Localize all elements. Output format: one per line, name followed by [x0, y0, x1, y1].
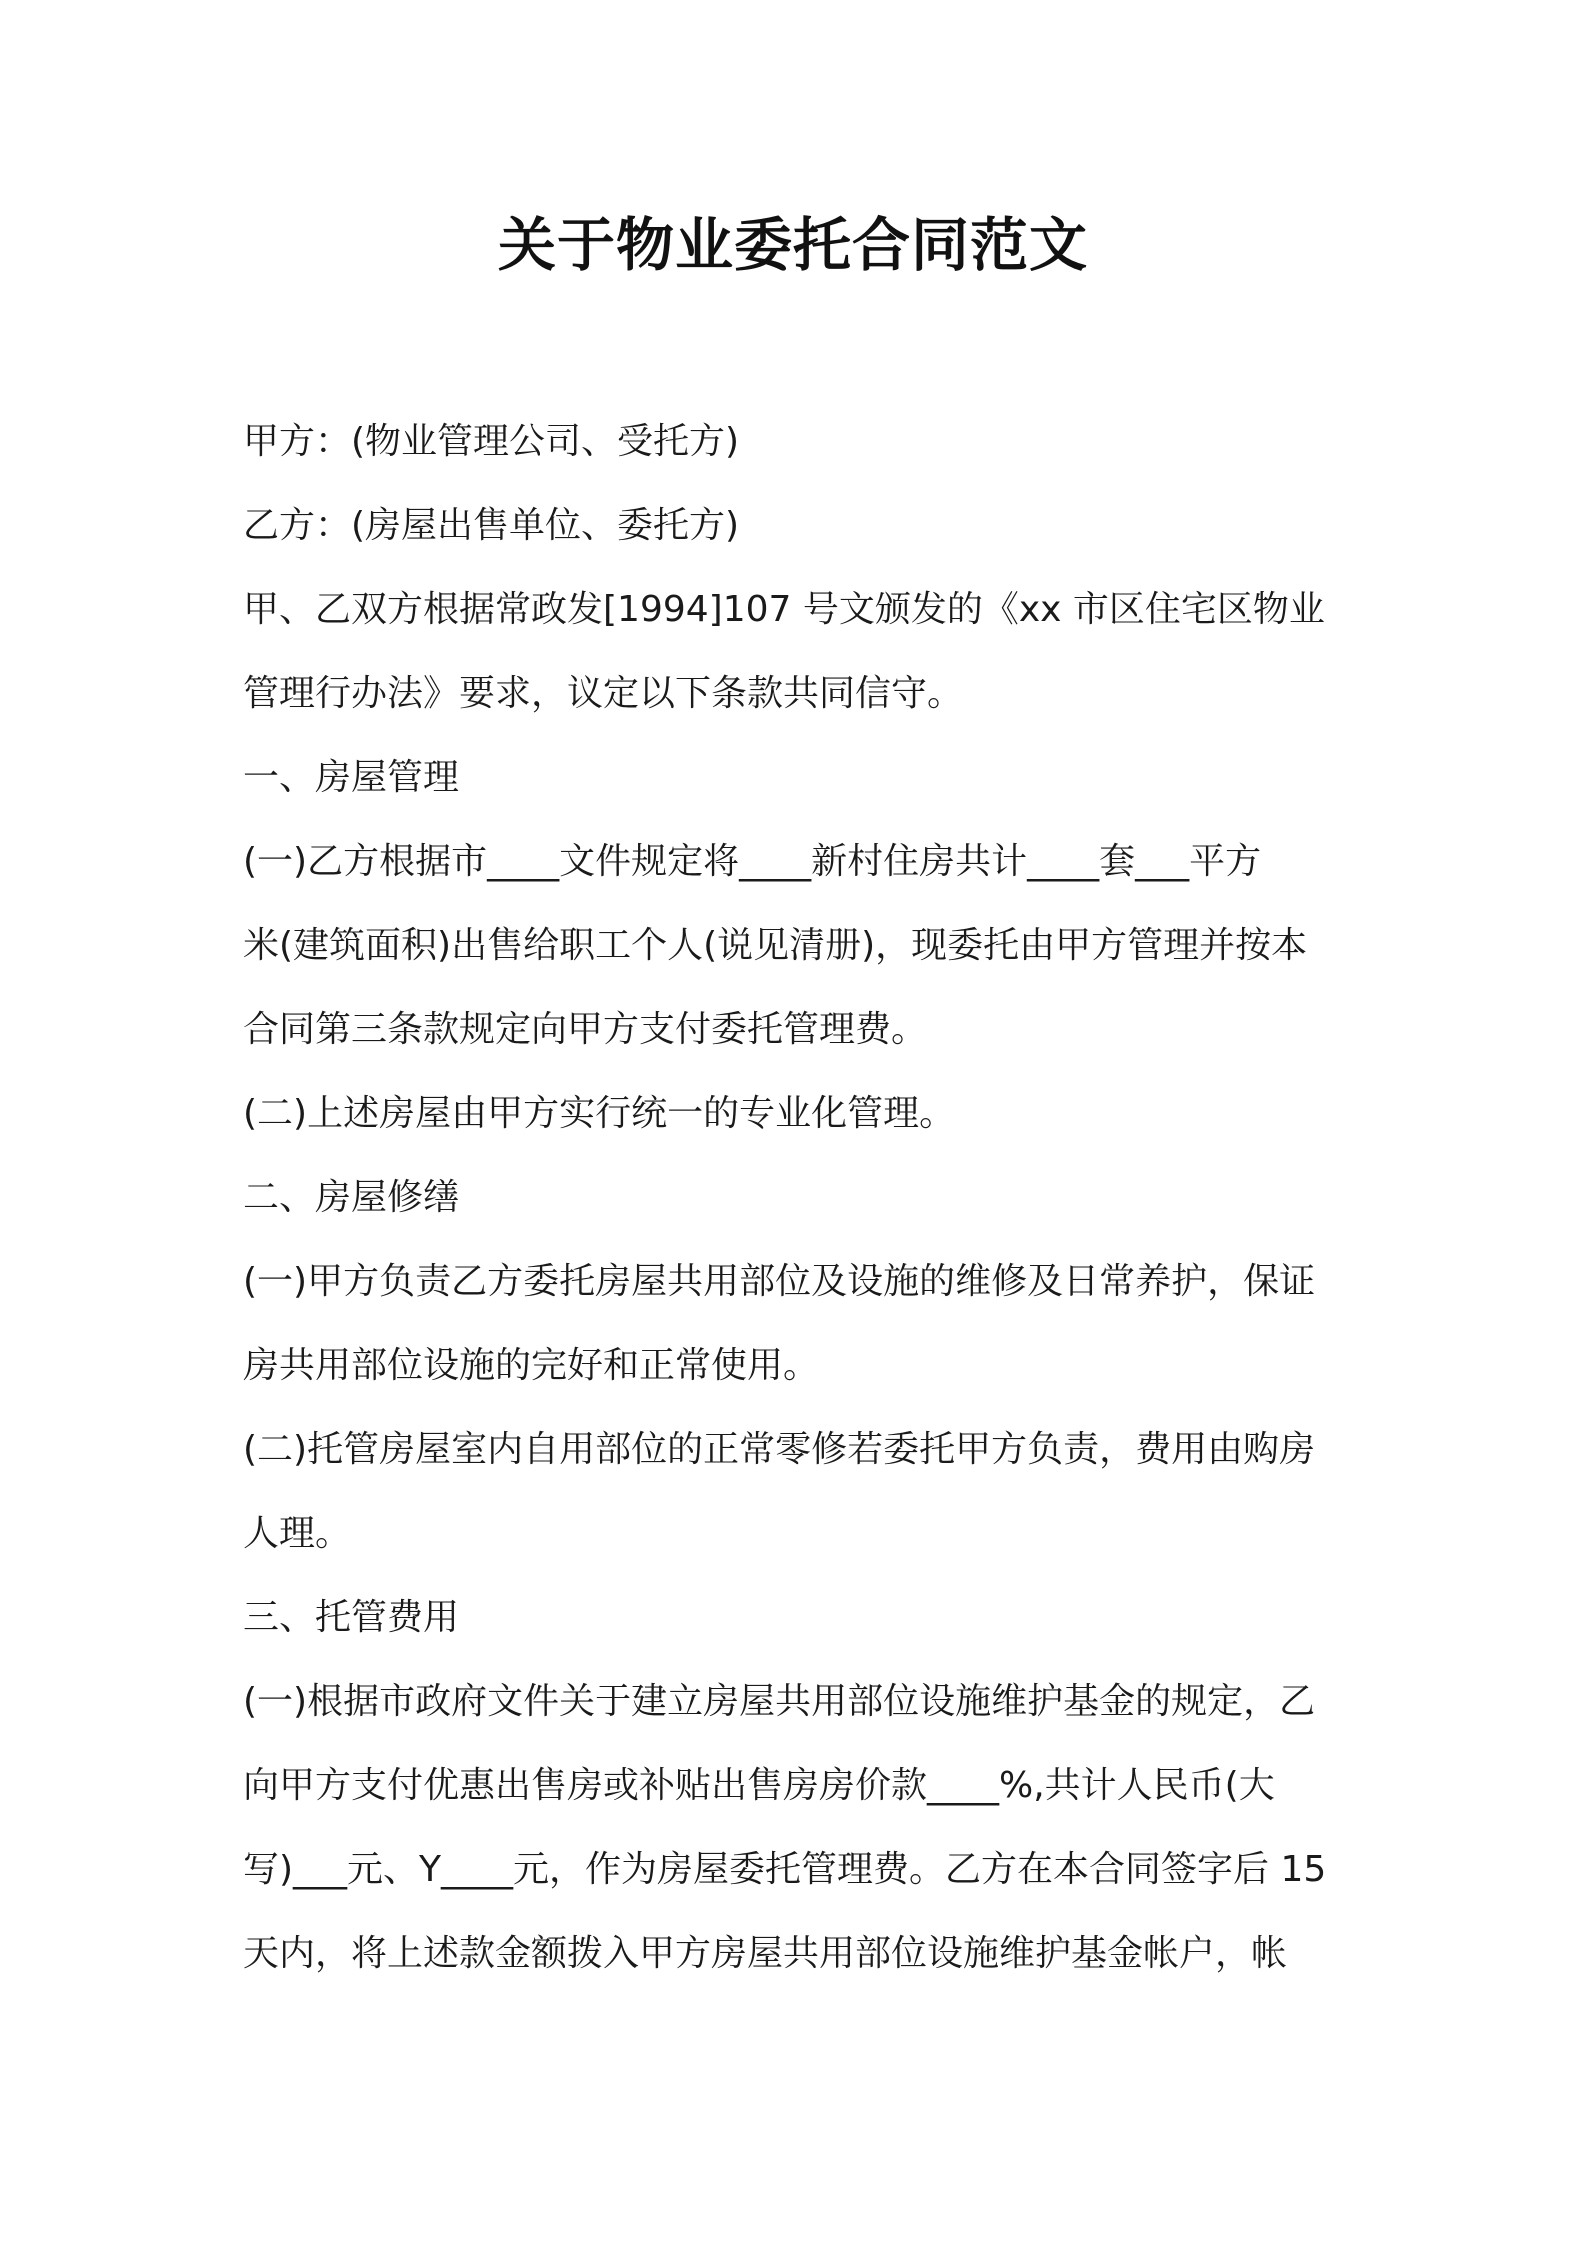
clause-line: (一)根据市政府文件关于建立房屋共用部位设施维护基金的规定，乙: [243, 1681, 1316, 1722]
clause-line: (二)上述房屋由甲方实行统一的专业化管理。: [243, 1093, 956, 1134]
clause-line: 写)___元、Y____元，作为房屋委托管理费。乙方在本合同签字后 15: [243, 1849, 1327, 1890]
clause-line: (一)乙方根据市____文件规定将____新村住房共计____套___平方: [243, 841, 1262, 882]
document-body: [243, 400, 1353, 1996]
section-heading: 三、托管费用: [243, 1597, 460, 1638]
party-b-line: 乙方：(房屋出售单位、委托方): [243, 505, 740, 546]
section-heading: 一、房屋管理: [243, 757, 460, 798]
clause-line: 房共用部位设施的完好和正常使用。: [243, 1345, 820, 1386]
clause-line: (一)甲方负责乙方委托房屋共用部位及设施的维修及日常养护，保证: [243, 1261, 1316, 1302]
clause-line: 米(建筑面积)出售给职工个人(说见清册)，现委托由甲方管理并按本: [243, 925, 1308, 966]
clause-line: 人理。: [243, 1513, 352, 1554]
clause-line: (二)托管房屋室内自用部位的正常零修若委托甲方负责，费用由购房: [243, 1429, 1316, 1470]
preamble-line: 甲、乙双方根据常政发[1994]107 号文颁发的《xx 市区住宅区物业: [243, 589, 1325, 630]
clause-line: 向甲方支付优惠出售房或补贴出售房房价款____%,共计人民币(大: [243, 1765, 1275, 1806]
document-title: 关于物业委托合同范文: [497, 211, 1088, 279]
section-heading: 二、房屋修缮: [243, 1177, 460, 1218]
party-a-line: 甲方：(物业管理公司、受托方): [243, 421, 740, 462]
clause-line: 合同第三条款规定向甲方支付委托管理费。: [243, 1009, 928, 1050]
preamble-line: 管理行办法》要求，议定以下条款共同信守。: [243, 673, 964, 714]
clause-line: 天内，将上述款金额拨入甲方房屋共用部位设施维护基金帐户，帐: [243, 1933, 1288, 1974]
